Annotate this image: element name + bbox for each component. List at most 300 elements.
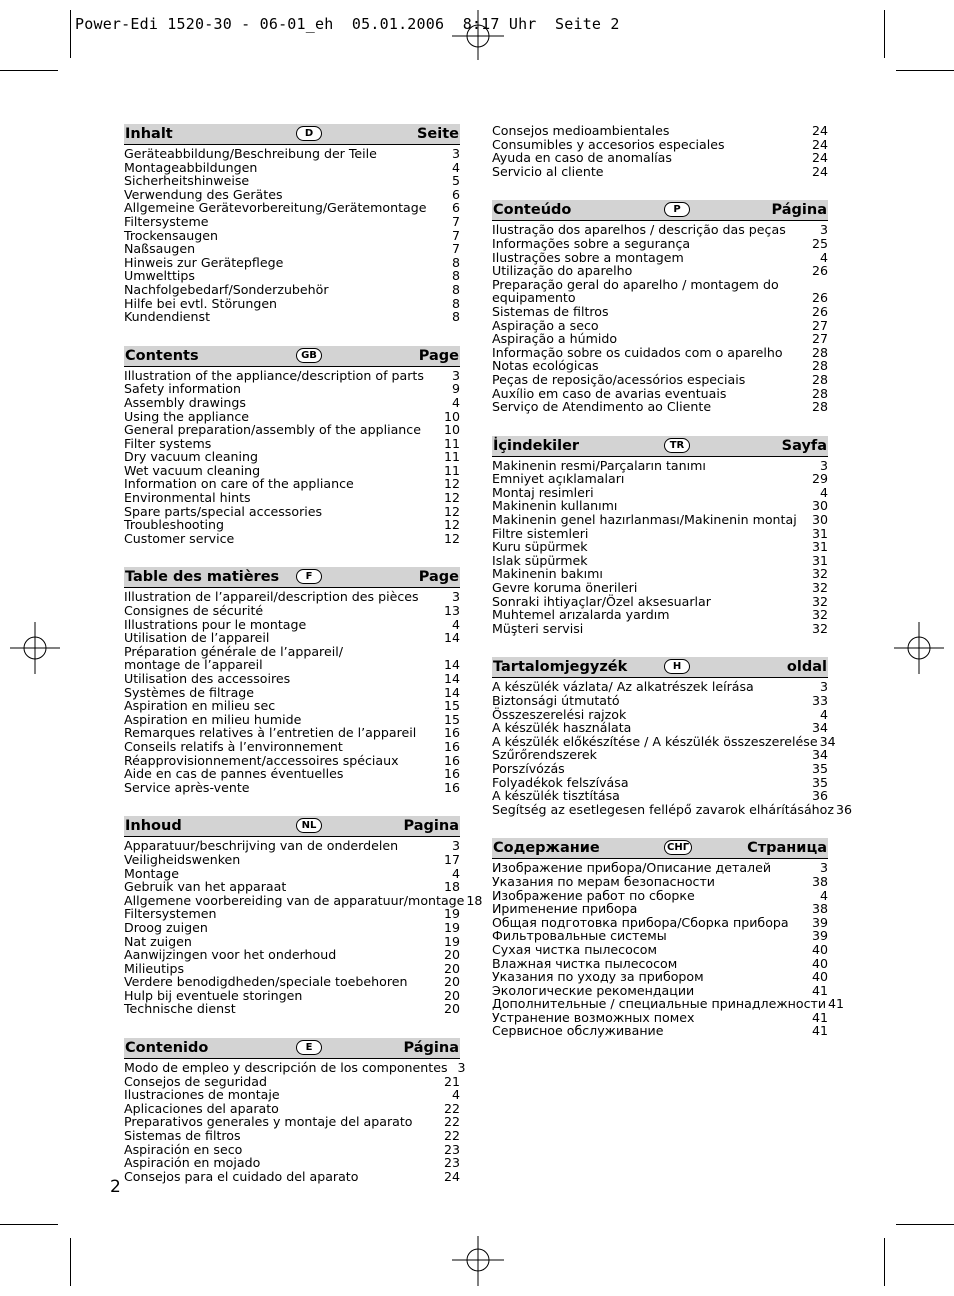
toc-entry-page: 10 bbox=[443, 408, 460, 424]
toc-entry-page: 19 bbox=[443, 906, 460, 922]
toc-entry bbox=[492, 459, 828, 473]
toc-entry-page: 13 bbox=[443, 603, 460, 619]
toc-entry-title: Troubleshooting bbox=[124, 517, 225, 533]
toc-entry-title: Serviço de Atendimento ao Cliente bbox=[492, 399, 712, 415]
toc-entry-page: 12 bbox=[443, 503, 460, 519]
section-header bbox=[492, 200, 828, 220]
toc-entry-title: Указания по уходу за прибором bbox=[492, 969, 704, 985]
toc-entry-page: 3 bbox=[819, 222, 828, 238]
section-rule bbox=[124, 587, 460, 588]
toc-entry-page: 31 bbox=[811, 552, 828, 568]
toc-entry-page: 9 bbox=[451, 381, 460, 397]
toc-entry-title: A készülék vázlata/ Az alkatrészek leírása bbox=[492, 679, 754, 695]
toc-entry bbox=[124, 767, 460, 781]
toc-entry bbox=[492, 801, 852, 817]
section-title: Table des matières bbox=[125, 569, 280, 586]
toc-entry bbox=[124, 437, 460, 451]
toc-entry-page: 36 bbox=[811, 788, 828, 804]
toc-entry bbox=[492, 251, 828, 265]
page-column-label: Page bbox=[418, 347, 459, 364]
toc-entry-title: Information on care of the appliance bbox=[124, 476, 354, 492]
toc-entry-page: 41 bbox=[811, 982, 828, 998]
section-rule bbox=[492, 677, 828, 678]
toc-entry-page: 3 bbox=[451, 146, 460, 161]
section-header bbox=[492, 838, 828, 858]
toc-entry-page: 4 bbox=[451, 159, 460, 175]
toc-entry bbox=[492, 264, 828, 278]
toc-entry-page: 28 bbox=[811, 358, 828, 374]
toc-entry-title: Informações sobre a segurança bbox=[492, 235, 691, 251]
section-title: Conteúdo bbox=[493, 202, 572, 219]
toc-entry bbox=[124, 590, 460, 604]
toc-entry-title: Makinenin kullanımı bbox=[492, 498, 618, 514]
toc-entry-title: Makinenin resmi/Parçaların tanımı bbox=[492, 457, 706, 473]
toc-entry-title: Verdere benodigdheden/speciale toebehoren bbox=[124, 974, 408, 990]
section-header bbox=[124, 346, 460, 366]
toc-entry bbox=[492, 472, 828, 486]
toc-entry-page: 6 bbox=[451, 200, 460, 216]
toc-entry bbox=[492, 373, 828, 387]
toc-entry-page: 34 bbox=[811, 720, 828, 736]
toc-entry bbox=[124, 1115, 460, 1129]
toc-entry-page: 22 bbox=[443, 1128, 460, 1144]
toc-entry-title: Указания по мерам безопасности bbox=[492, 873, 715, 889]
toc-entry-title: Peças de reposição/acessórios especiais bbox=[492, 371, 746, 387]
toc-entry-page: 24 bbox=[811, 163, 828, 179]
toc-entry bbox=[124, 892, 483, 908]
toc-entry-title: equipamento bbox=[492, 290, 576, 306]
toc-entry-title: Aspiración en mojado bbox=[124, 1155, 261, 1171]
toc-entry-page: 12 bbox=[443, 476, 460, 492]
toc-entry-page: 18 bbox=[466, 892, 483, 908]
toc-entry-title: Aspiración en seco bbox=[124, 1141, 243, 1157]
toc-entry-title: Consejos medioambientales bbox=[492, 123, 670, 138]
toc-entry bbox=[124, 726, 460, 740]
section-rule bbox=[124, 1058, 460, 1059]
toc-entry-title: Umwelttips bbox=[124, 268, 195, 284]
toc-entry bbox=[124, 477, 460, 491]
section-rule bbox=[492, 456, 828, 457]
toc-entry-page: 8 bbox=[451, 268, 460, 284]
toc-entry bbox=[124, 907, 460, 921]
toc-entry-title: Modo de empleo y descripción de los componentes bbox=[124, 1060, 448, 1076]
toc-entry-title: Technische dienst bbox=[124, 1001, 236, 1017]
toc-entry-title: Sistemas de filtros bbox=[124, 1128, 241, 1144]
toc-entry bbox=[124, 672, 460, 686]
toc-entry-page: 31 bbox=[811, 525, 828, 541]
toc-entry-title: Изображение прибора/Описание деталей bbox=[492, 860, 772, 876]
toc-entry-title: Réapprovisionnement/accessoires spéciaux bbox=[124, 752, 399, 768]
toc-entry bbox=[124, 604, 460, 618]
toc-entry-title: Notas ecológicas bbox=[492, 358, 599, 374]
toc-entry bbox=[492, 1011, 828, 1025]
toc-left-column bbox=[124, 124, 483, 1205]
section-header bbox=[124, 124, 460, 144]
toc-entry bbox=[124, 369, 460, 383]
toc-entry-title: Gebruik van het apparaat bbox=[124, 879, 287, 895]
toc-entry-title: Dry vacuum cleaning bbox=[124, 449, 259, 465]
toc-entry bbox=[492, 984, 828, 998]
toc-entry-page: 14 bbox=[443, 630, 460, 646]
toc-entry-page: 19 bbox=[443, 919, 460, 935]
toc-entry-page: 28 bbox=[811, 371, 828, 387]
toc-entry-page: 22 bbox=[443, 1100, 460, 1116]
toc-entry-title: Preparação geral do aparelho / montagem do bbox=[492, 276, 779, 292]
toc-entry-page: 3 bbox=[451, 367, 460, 383]
toc-section-e bbox=[124, 1038, 466, 1184]
toc-section-tr bbox=[492, 436, 828, 636]
toc-entry-page: 26 bbox=[811, 303, 828, 319]
toc-entry-page: 24 bbox=[811, 150, 828, 166]
toc-entry-page: 40 bbox=[811, 969, 828, 985]
toc-entry-page: 3 bbox=[819, 679, 828, 695]
toc-entry-page: 4 bbox=[451, 394, 460, 410]
toc-entry-title: Gevre koruma önerileri bbox=[492, 580, 638, 596]
toc-entry-page: 4 bbox=[451, 865, 460, 881]
crop-mark bbox=[884, 10, 885, 58]
toc-entry-page: 11 bbox=[443, 462, 460, 478]
toc-entry bbox=[124, 1088, 460, 1102]
toc-entry-title: Изображение работ по сборке bbox=[492, 887, 695, 903]
toc-entry-title: Droog zuigen bbox=[124, 919, 208, 935]
toc-entry bbox=[124, 645, 460, 659]
toc-entry-title: Filtersysteme bbox=[124, 213, 209, 229]
toc-entry-page: 20 bbox=[443, 974, 460, 990]
toc-entry-title: Safety information bbox=[124, 381, 241, 397]
toc-entry bbox=[492, 957, 828, 971]
toc-section-h bbox=[492, 657, 852, 817]
toc-entry-title: Nachfolgebedarf/Sonderzubehör bbox=[124, 281, 329, 297]
toc-entry bbox=[124, 1129, 460, 1143]
toc-entry-title: Geräteabbildung/Beschreibung der Teile bbox=[124, 146, 377, 161]
page-column-label: Страница bbox=[747, 840, 827, 857]
toc-entry bbox=[492, 319, 828, 333]
section-rule bbox=[124, 836, 460, 837]
toc-entry bbox=[124, 491, 460, 505]
language-badge: TR bbox=[664, 438, 690, 453]
toc-entry-title: Consignes de sécurité bbox=[124, 603, 264, 619]
toc-entry-title: Устранение возможных помех bbox=[492, 1009, 695, 1025]
toc-entry-page: 16 bbox=[443, 752, 460, 768]
toc-entry bbox=[124, 699, 460, 713]
toc-entry-page: 7 bbox=[451, 213, 460, 229]
print-slug: Power-Edi 1520-30 - 06-01_eh 05.01.2006 8:17 Uhr Seite 2 bbox=[75, 15, 620, 33]
page-column-label: oldal bbox=[786, 659, 827, 676]
toc-entry bbox=[124, 382, 460, 396]
toc-entry-title: Apparatuur/beschrijving van de onderdelen bbox=[124, 838, 399, 854]
toc-entry bbox=[124, 686, 460, 700]
toc-entry-page: 17 bbox=[443, 851, 460, 867]
toc-entry bbox=[492, 733, 836, 749]
toc-entry-title: Müşteri servisi bbox=[492, 620, 584, 636]
section-rule bbox=[124, 144, 460, 145]
toc-entry-title: Makinenin genel hazırlanması/Makinenin montaj bbox=[492, 512, 797, 528]
toc-entry bbox=[492, 387, 828, 401]
toc-entry-page: 3 bbox=[451, 838, 460, 854]
toc-entry-page: 24 bbox=[811, 136, 828, 152]
toc-entry bbox=[124, 618, 460, 632]
toc-entry-page: 18 bbox=[443, 879, 460, 895]
toc-entry-title: Milieutips bbox=[124, 960, 185, 976]
toc-entry bbox=[124, 1156, 460, 1170]
language-badge: GB bbox=[296, 348, 322, 363]
toc-entry-title: Filter systems bbox=[124, 435, 212, 451]
toc-entry-title: Consejos para el cuidado del aparato bbox=[124, 1168, 359, 1184]
toc-entry bbox=[492, 708, 828, 722]
toc-entry bbox=[124, 423, 460, 437]
toc-entry-page: 7 bbox=[451, 241, 460, 257]
toc-entry bbox=[492, 554, 828, 568]
toc-entry-title: Segítség az esetlegesen fellépő zavarok elhárításához bbox=[492, 801, 834, 817]
toc-entry-page: 29 bbox=[811, 471, 828, 487]
toc-entry-page: 14 bbox=[443, 671, 460, 686]
toc-entry-title: Illustrations pour le montage bbox=[124, 616, 307, 632]
toc-entry-page: 27 bbox=[811, 331, 828, 347]
registration-mark-right bbox=[894, 622, 944, 674]
toc-entry-page: 12 bbox=[443, 490, 460, 506]
page-column-label: Página bbox=[771, 202, 827, 219]
toc-entry bbox=[124, 713, 460, 727]
toc-entry bbox=[492, 875, 828, 889]
toc-entry-page: 30 bbox=[811, 498, 828, 514]
section-header bbox=[492, 657, 828, 677]
toc-entry-page: 21 bbox=[443, 1073, 460, 1089]
toc-entry-title: Kundendienst bbox=[124, 309, 211, 325]
toc-entry bbox=[492, 305, 828, 319]
toc-entry-page: 20 bbox=[443, 960, 460, 976]
toc-entry-page: 3 bbox=[457, 1060, 466, 1076]
toc-entry bbox=[124, 310, 460, 324]
toc-entry-page: 4 bbox=[451, 616, 460, 632]
toc-entry-page: 12 bbox=[443, 530, 460, 546]
toc-entry-title: Remarques relatives à l’entretien de l’appareil bbox=[124, 725, 417, 741]
toc-entry bbox=[124, 229, 460, 243]
section-rule bbox=[492, 220, 828, 221]
section-title: Tartalomjegyzék bbox=[493, 659, 628, 676]
toc-entry-title: Informação sobre os cuidados com o aparelho bbox=[492, 344, 783, 360]
toc-entry bbox=[492, 540, 828, 554]
toc-entry-title: Kuru süpürmek bbox=[492, 539, 588, 555]
toc-entry-title: Utilisation des accessoires bbox=[124, 671, 291, 686]
toc-entry-title: Using the appliance bbox=[124, 408, 250, 424]
toc-entry bbox=[124, 1102, 460, 1116]
toc-section-d bbox=[124, 124, 460, 324]
toc-entry bbox=[124, 410, 460, 424]
toc-entry-page: 24 bbox=[443, 1168, 460, 1184]
toc-entry-title: Spare parts/special accessories bbox=[124, 503, 323, 519]
toc-entry bbox=[124, 188, 460, 202]
toc-entry-page: 32 bbox=[811, 593, 828, 609]
toc-entry-page: 26 bbox=[811, 263, 828, 279]
toc-entry-page: 3 bbox=[819, 457, 828, 473]
toc-entry-page: 32 bbox=[811, 607, 828, 623]
toc-entry bbox=[492, 916, 828, 930]
toc-entry bbox=[124, 880, 460, 894]
toc-entry-title: Service après-vente bbox=[124, 779, 250, 795]
toc-entry-page: 39 bbox=[811, 928, 828, 944]
toc-entry-page: 14 bbox=[443, 657, 460, 673]
crop-mark bbox=[896, 70, 954, 71]
toc-entry-title: Aspiration en milieu sec bbox=[124, 698, 276, 714]
toc-entry-page: 6 bbox=[451, 186, 460, 202]
toc-entry bbox=[492, 721, 828, 735]
toc-entry bbox=[124, 518, 460, 532]
section-title: Inhalt bbox=[125, 126, 173, 142]
toc-entry-title: Makinenin bakımı bbox=[492, 566, 603, 582]
toc-entry bbox=[492, 902, 828, 916]
toc-entry bbox=[124, 1002, 460, 1016]
toc-entry bbox=[124, 921, 460, 935]
toc-entry-title: Preparativos generales y montaje del aparato bbox=[124, 1114, 413, 1130]
toc-entry bbox=[492, 527, 828, 541]
toc-entry-title: Экологические рекомендации bbox=[492, 982, 695, 998]
toc-entry-page: 7 bbox=[451, 227, 460, 243]
toc-section-f bbox=[124, 567, 460, 794]
section-title: İçindekiler bbox=[493, 437, 580, 454]
crop-mark bbox=[884, 1238, 885, 1286]
language-badge: NL bbox=[296, 818, 322, 833]
toc-entry-page: 27 bbox=[811, 317, 828, 333]
crop-mark bbox=[70, 1238, 71, 1286]
toc-entry-page: 11 bbox=[443, 435, 460, 451]
toc-entry-title: Wet vacuum cleaning bbox=[124, 462, 261, 478]
toc-entry bbox=[492, 346, 828, 360]
toc-entry bbox=[492, 581, 828, 595]
toc-entry bbox=[124, 256, 460, 270]
toc-entry-page: 24 bbox=[811, 123, 828, 138]
toc-entry-title: Сухая чистка пылесосом bbox=[492, 941, 657, 957]
toc-entry-title: Naßsaugen bbox=[124, 241, 196, 257]
toc-entry-title: Montage bbox=[124, 865, 179, 881]
toc-entry-title: A készülék előkészítése / A készülék összeszerelése bbox=[492, 733, 818, 749]
toc-entry-page: 41 bbox=[811, 1023, 828, 1039]
toc-entry bbox=[124, 975, 460, 989]
toc-entry-title: Ilustração dos aparelhos / descrição das peças bbox=[492, 222, 786, 238]
toc-entry bbox=[492, 513, 828, 527]
toc-entry-title: Environmental hints bbox=[124, 490, 251, 506]
toc-entry bbox=[492, 861, 828, 875]
toc-entry-page: 8 bbox=[451, 309, 460, 325]
toc-entry-page: 4 bbox=[819, 484, 828, 500]
toc-entry-title: Auxílio em caso de avarias eventuais bbox=[492, 385, 727, 401]
toc-entry-title: Aplicaciones del aparato bbox=[124, 1100, 279, 1116]
toc-entry-title: Porszívózás bbox=[492, 760, 565, 776]
toc-section-nl bbox=[124, 816, 483, 1017]
section-header bbox=[492, 436, 828, 456]
toc-entry-page: 22 bbox=[443, 1114, 460, 1130]
toc-entry-page: 16 bbox=[443, 738, 460, 754]
toc-entry-page: 41 bbox=[811, 1009, 828, 1025]
toc-entry-page: 28 bbox=[811, 344, 828, 360]
toc-entry bbox=[492, 359, 828, 373]
toc-entry bbox=[492, 694, 828, 708]
section-rule bbox=[492, 858, 828, 859]
toc-entry bbox=[492, 138, 828, 152]
toc-right-sections bbox=[492, 200, 852, 1039]
toc-entry-title: Assembly drawings bbox=[124, 394, 246, 410]
toc-entry-title: Filtersystemen bbox=[124, 906, 217, 922]
toc-entry bbox=[124, 853, 460, 867]
toc-entry bbox=[124, 283, 460, 297]
toc-entry-title: Consejos de seguridad bbox=[124, 1073, 267, 1089]
toc-entry-page: 40 bbox=[811, 941, 828, 957]
toc-entry-page: 33 bbox=[811, 693, 828, 708]
registration-mark-bottom bbox=[452, 1236, 504, 1286]
toc-entry bbox=[492, 608, 828, 622]
page-number: 2 bbox=[110, 1177, 121, 1197]
toc-entry-title: Islak süpürmek bbox=[492, 552, 588, 568]
toc-entry-title: Biztonsági útmutató bbox=[492, 693, 620, 708]
toc-entry-title: Ilustraciones de montaje bbox=[124, 1087, 280, 1103]
toc-entry bbox=[124, 1143, 460, 1157]
toc-entry-page: 19 bbox=[443, 933, 460, 949]
toc-entry-page: 3 bbox=[451, 589, 460, 605]
toc-entry bbox=[492, 165, 828, 179]
toc-entry-page: 34 bbox=[819, 733, 836, 749]
toc-entry bbox=[492, 595, 828, 609]
toc-entry bbox=[124, 201, 460, 215]
toc-entry-page: 28 bbox=[811, 385, 828, 401]
toc-entry-title: Utilisation de l’appareil bbox=[124, 630, 270, 646]
registration-mark-left bbox=[10, 622, 60, 674]
toc-entry-title: Сервисное обслуживание bbox=[492, 1023, 664, 1039]
toc-entry bbox=[492, 237, 828, 251]
section-title: Contents bbox=[125, 347, 199, 364]
toc-entry-title: Servicio al cliente bbox=[492, 163, 604, 179]
toc-entry-title: Общая подготовка прибора/Сборка прибора bbox=[492, 914, 789, 930]
toc-entry-title: Sonraki ihtiyaçlar/Özel aksesuarlar bbox=[492, 593, 711, 609]
toc-entry-page: 8 bbox=[451, 295, 460, 311]
toc-entry-title: Aanwijzingen voor het onderhoud bbox=[124, 947, 337, 963]
toc-entry-title: Дополнительные / специальные принадлежности bbox=[492, 996, 827, 1012]
toc-entry-page: 20 bbox=[443, 947, 460, 963]
toc-entry-title: Фильтровальные системы bbox=[492, 928, 667, 944]
toc-entry-title: Conseils relatifs à l’environnement bbox=[124, 738, 343, 754]
toc-entry-page: 8 bbox=[451, 281, 460, 297]
toc-entry bbox=[492, 622, 828, 636]
toc-entry-page: 28 bbox=[811, 399, 828, 415]
toc-entry-title: Влажная чистка пылесосом bbox=[492, 955, 678, 971]
crop-mark bbox=[0, 70, 58, 71]
toc-entry-page: 4 bbox=[819, 887, 828, 903]
toc-entry-title: Ilustrações sobre a montagem bbox=[492, 249, 684, 265]
toc-entry bbox=[492, 943, 828, 957]
registration-mark-top bbox=[452, 10, 504, 60]
toc-entry-page: 25 bbox=[811, 235, 828, 251]
toc-entry-title: Filtre sistemleri bbox=[492, 525, 589, 541]
toc-continuation-e bbox=[492, 124, 828, 178]
section-header bbox=[124, 1038, 460, 1058]
language-badge: E bbox=[296, 1040, 322, 1055]
toc-entry bbox=[124, 215, 460, 229]
toc-entry-title: Allgemene voorbereiding van de apparatuur/montage bbox=[124, 892, 465, 908]
toc-entry-page: 4 bbox=[451, 1087, 460, 1103]
toc-entry-page: 4 bbox=[819, 249, 828, 265]
toc-entry-page: 35 bbox=[811, 774, 828, 790]
toc-entry-page: 32 bbox=[811, 566, 828, 582]
toc-entry-title: Aspiration en milieu humide bbox=[124, 711, 302, 727]
toc-entry-page: 5 bbox=[451, 173, 460, 189]
toc-entry-page: 16 bbox=[443, 779, 460, 795]
toc-section- bbox=[492, 838, 845, 1039]
toc-entry bbox=[124, 464, 460, 478]
toc-entry-title: Muhtemel arızalarda yardım bbox=[492, 607, 670, 623]
toc-entry bbox=[124, 631, 460, 645]
toc-right-column bbox=[492, 123, 852, 1060]
toc-entry-page: 15 bbox=[443, 698, 460, 714]
toc-entry-title: Montageabbildungen bbox=[124, 159, 258, 175]
toc-entry-title: Hilfe bei evtl. Störungen bbox=[124, 295, 278, 311]
